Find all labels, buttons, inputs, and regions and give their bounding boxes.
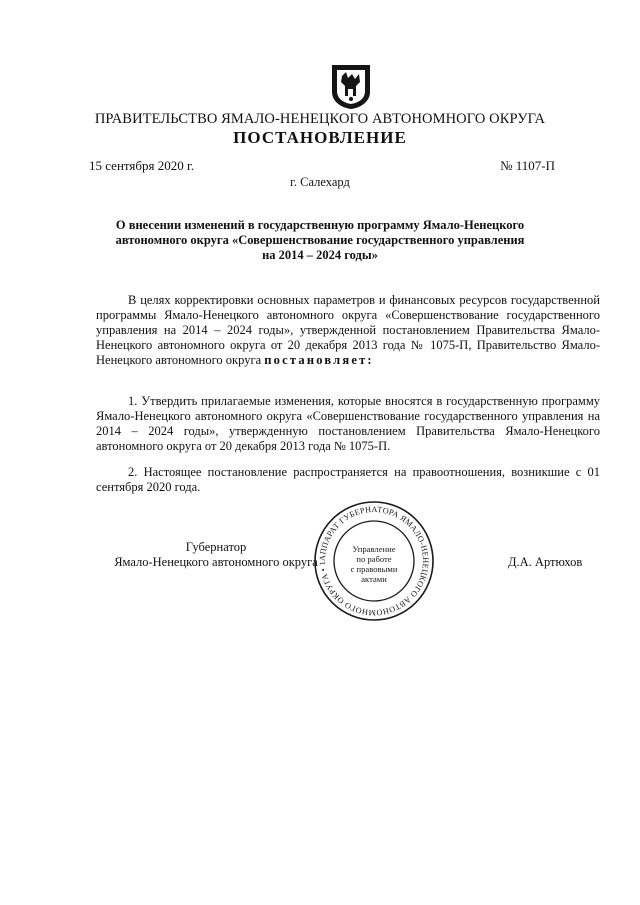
- stamp-center-line-4: актами: [361, 574, 387, 584]
- signatory-position-line-1: Губернатор: [185, 540, 247, 554]
- document-type-heading: ПОСТАНОВЛЕНИЕ: [233, 128, 407, 147]
- item-1-paragraph: 1. Утвердить прилагаемые изменения, которые вносятся в государственную программу Ямало-Ненецкого автономного округа «Совершенствование государственного управления на 2014 – 2024 годы», утвержденную постановлением Правительства Ямало-Ненецкого автономного округа от 20 декабря 2013 года № 1075-П.: [96, 394, 600, 453]
- document-place: г. Салехард: [290, 175, 350, 189]
- document-number: № 1107-П: [500, 158, 555, 173]
- signatory-position-line-2: Ямало-Ненецкого автономного округа: [114, 555, 318, 569]
- official-stamp: [312, 499, 436, 623]
- organization-name: ПРАВИТЕЛЬСТВО ЯМАЛО-НЕНЕЦКОГО АВТОНОМНОГО ОКРУГА: [94, 111, 546, 127]
- coat-of-arms-emblem: [328, 62, 374, 110]
- document-title: О внесении изменений в государственную программу Ямало-Ненецкого автономного округа «Совершенствование государственного управления на 2014 – 2024 годы»: [115, 218, 525, 262]
- item-2-paragraph: 2. Настоящее постановление распространяется на правоотношения, возникшие с 01 сентября 2020 года.: [96, 465, 600, 494]
- document-date: 15 сентября 2020 г.: [89, 158, 195, 173]
- preamble-text: В целях корректировки основных параметров и финансовых ресурсов государственной программы Ямало-Ненецкого автономного округа «Совершенствование государственного управления на 2014 – 2024 годы», утвержденной постановлением Правительства Ямало-Ненецкого автономного округа от 20 декабря 2013 года № 1075-П, Правительство Ямало-Ненецкого автономного округа: [96, 293, 600, 367]
- decree-word: постановляет:: [264, 353, 374, 367]
- preamble-paragraph: [96, 293, 600, 368]
- signatory-name: Д.А. Артюхов: [508, 555, 583, 569]
- stamp-center-line-2: по работе: [356, 554, 392, 564]
- stamp-center-line-1: Управление: [352, 544, 396, 554]
- stamp-ring-text: АППАРАТ ГУБЕРНАТОРА ЯМАЛО-НЕНЕЦКОГО АВТОНОМНОГО ОКРУГА • 1: [317, 504, 431, 618]
- signatory-position: [96, 540, 336, 570]
- stamp-center-line-3: с правовыми: [350, 564, 398, 574]
